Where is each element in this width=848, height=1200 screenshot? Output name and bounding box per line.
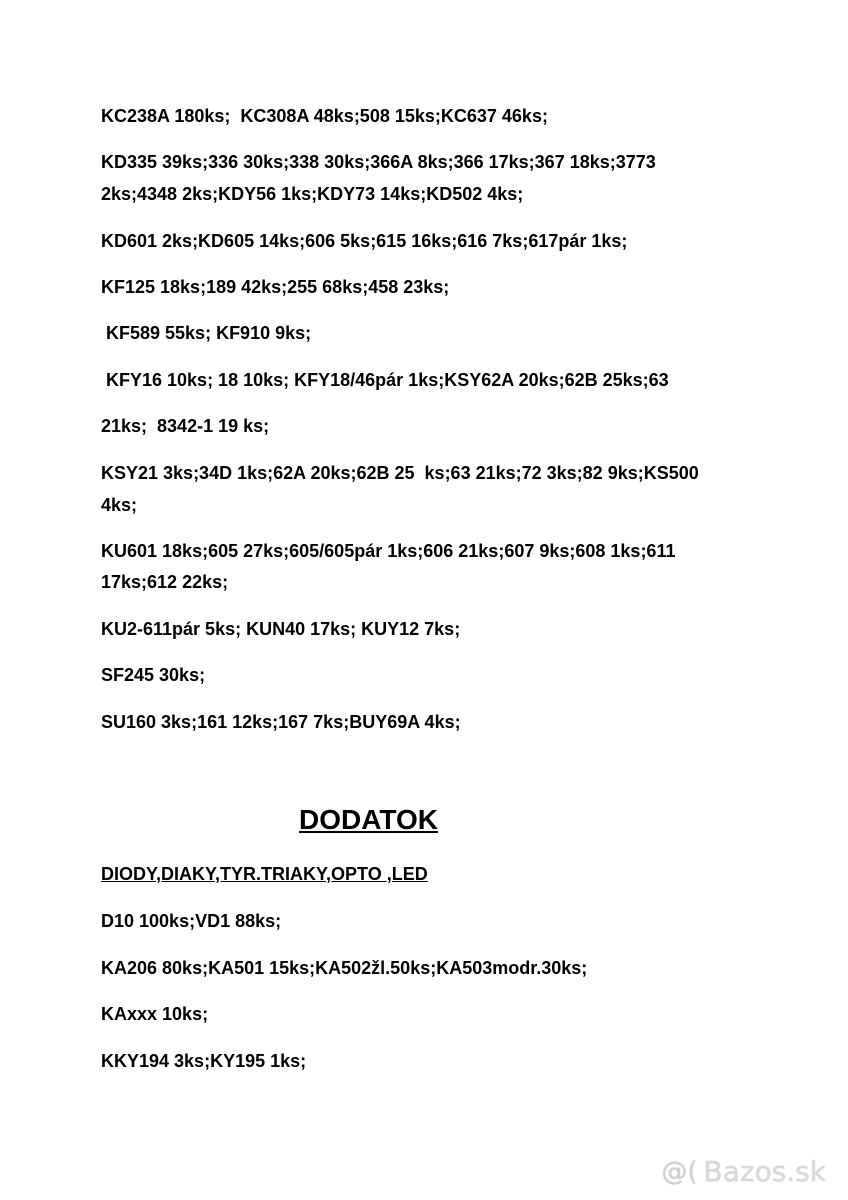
parts-line: 21ks; 8342-1 19 ks; [101, 416, 270, 436]
parts-line: KU601 18ks;605 27ks;605/605pár 1ks;606 21ks;607 9ks;608 1ks;611 [101, 541, 676, 561]
watermark [661, 1155, 826, 1188]
parts-line: KF589 55ks; KF910 9ks; [101, 323, 312, 343]
bazos-at-icon: @( [661, 1156, 698, 1187]
addendum-line: D10 100ks;VD1 88ks; [101, 911, 282, 931]
parts-line: KC238A 180ks; KC308A 48ks;508 15ks;KC637 46ks; [101, 106, 548, 126]
addendum-line: KA206 80ks;KA501 15ks;KA502žl.50ks;KA503modr.30ks; [101, 958, 588, 978]
parts-line: 2ks;4348 2ks;KDY56 1ks;KDY73 14ks;KD502 4ks; [101, 184, 524, 204]
parts-line: KF125 18ks;189 42ks;255 68ks;458 23ks; [101, 277, 450, 297]
parts-line: KD335 39ks;336 30ks;338 30ks;366A 8ks;366 17ks;367 18ks;3773 [101, 152, 656, 172]
parts-line: KSY21 3ks;34D 1ks;62A 20ks;62B 25 ks;63 21ks;72 3ks;82 9ks;KS500 [101, 463, 699, 483]
watermark-text: Bazos.sk [703, 1155, 826, 1188]
parts-line: SU160 3ks;161 12ks;167 7ks;BUY69A 4ks; [101, 712, 461, 732]
addendum-line: KAxxx 10ks; [101, 1004, 209, 1024]
parts-line: 17ks;612 22ks; [101, 572, 229, 592]
parts-line: 4ks; [101, 495, 138, 515]
addendum-title: DODATOK [299, 804, 438, 835]
addendum-subtitle: DIODY,DIAKY,TYR.TRIAKY,OPTO ,LED [101, 864, 428, 884]
parts-line: KD601 2ks;KD605 14ks;606 5ks;615 16ks;616 7ks;617pár 1ks; [101, 231, 628, 251]
addendum-line: KKY194 3ks;KY195 1ks; [101, 1051, 307, 1071]
parts-line: KU2-611pár 5ks; KUN40 17ks; KUY12 7ks; [101, 619, 461, 639]
parts-line: KFY16 10ks; 18 10ks; KFY18/46pár 1ks;KSY62A 20ks;62B 25ks;63 [101, 370, 669, 390]
parts-line: SF245 30ks; [101, 665, 206, 685]
